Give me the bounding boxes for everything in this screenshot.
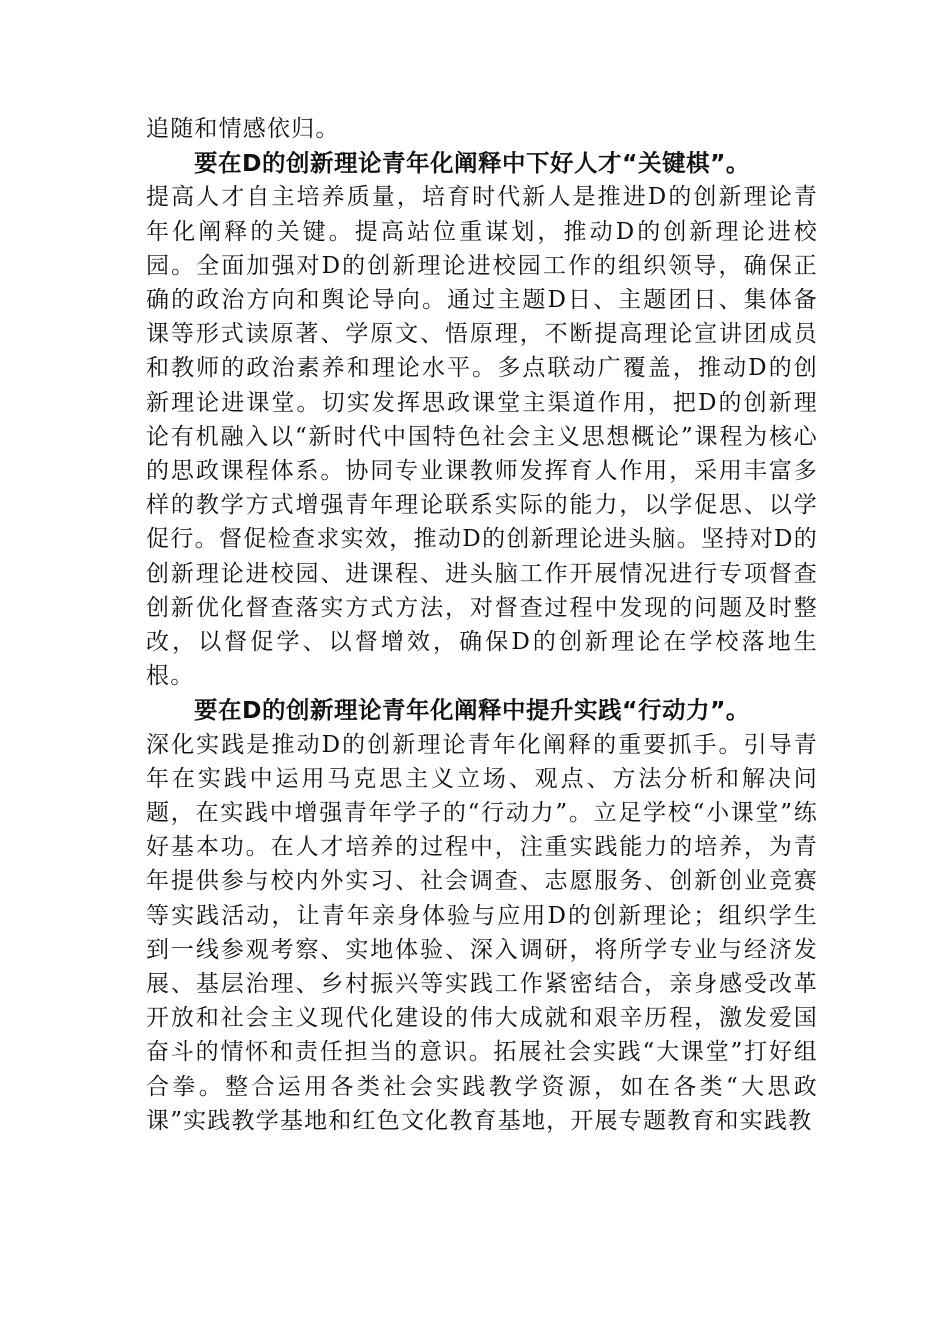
section-heading-talent: 要在D的创新理论青年化阐释中下好人才“关键棋”。: [194, 149, 750, 178]
section-body-practice: 深化实践是推动D的创新理论青年化阐释的重要抓手。引导青年在实践中运用马克思主义立场、观点、方法分析和解决问题，在实践中增强青年学子的“行动力”。立足学校“小课堂”练好基本功。在人才培养的过程中，注重实践能力的培养，为青年提供参与校内外实习、社会调查、志愿服务、创新创业竞赛等实践活动，让青年亲身体验与应用D的创新理论；组织学生到一线参观考察、实地体验、深入调研，将所学专业与经济发展、基层治理、乡村振兴等实践工作紧密结合，亲身感受改革开放和社会主义现代化建设的伟大成就和艰辛历程，激发爱国奋斗的情怀和责任担当的意识。拓展社会实践“大课堂”打好组合拳。整合运用各类社会实践教学资源，如在各类“大思政课”实践教学基地和红色文化教育基地，开展专题教育和实践教: [146, 731, 818, 1134]
document-body: [146, 112, 818, 1138]
section-heading-practice: 要在D的创新理论青年化阐释中提升实践“行动力”。: [194, 696, 750, 725]
continuation-line: 追随和情感依归。: [146, 116, 340, 142]
section-body-talent: 提高人才自主培养质量，培育时代新人是推进D的创新理论青年化阐释的关键。提高站位重谋划，推动D的创新理论进校园。全面加强对D的创新理论进校园工作的组织领导，确保正确的政治方向和舆论导向。通过主题D日、主题团日、集体备课等形式读原著、学原文、悟原理，不断提高理论宣讲团成员和教师的政治素养和理论水平。多点联动广覆盖，推动D的创新理论进课堂。切实发挥思政课堂主渠道作用，把D的创新理论有机融入以“新时代中国特色社会主义思想概论”课程为核心的思政课程体系。协同专业课教师发挥育人作用，采用丰富多样的教学方式增强青年理论联系实际的能力，以学促思、以学促行。督促检查求实效，推动D的创新理论进头脑。坚持对D的创新理论进校园、进课程、进头脑工作开展情况进行专项督查创新优化督查落实方式方法，对督查过程中发现的问题及时整改，以督促学、以督增效，确保D的创新理论在学校落地生根。: [146, 184, 818, 690]
